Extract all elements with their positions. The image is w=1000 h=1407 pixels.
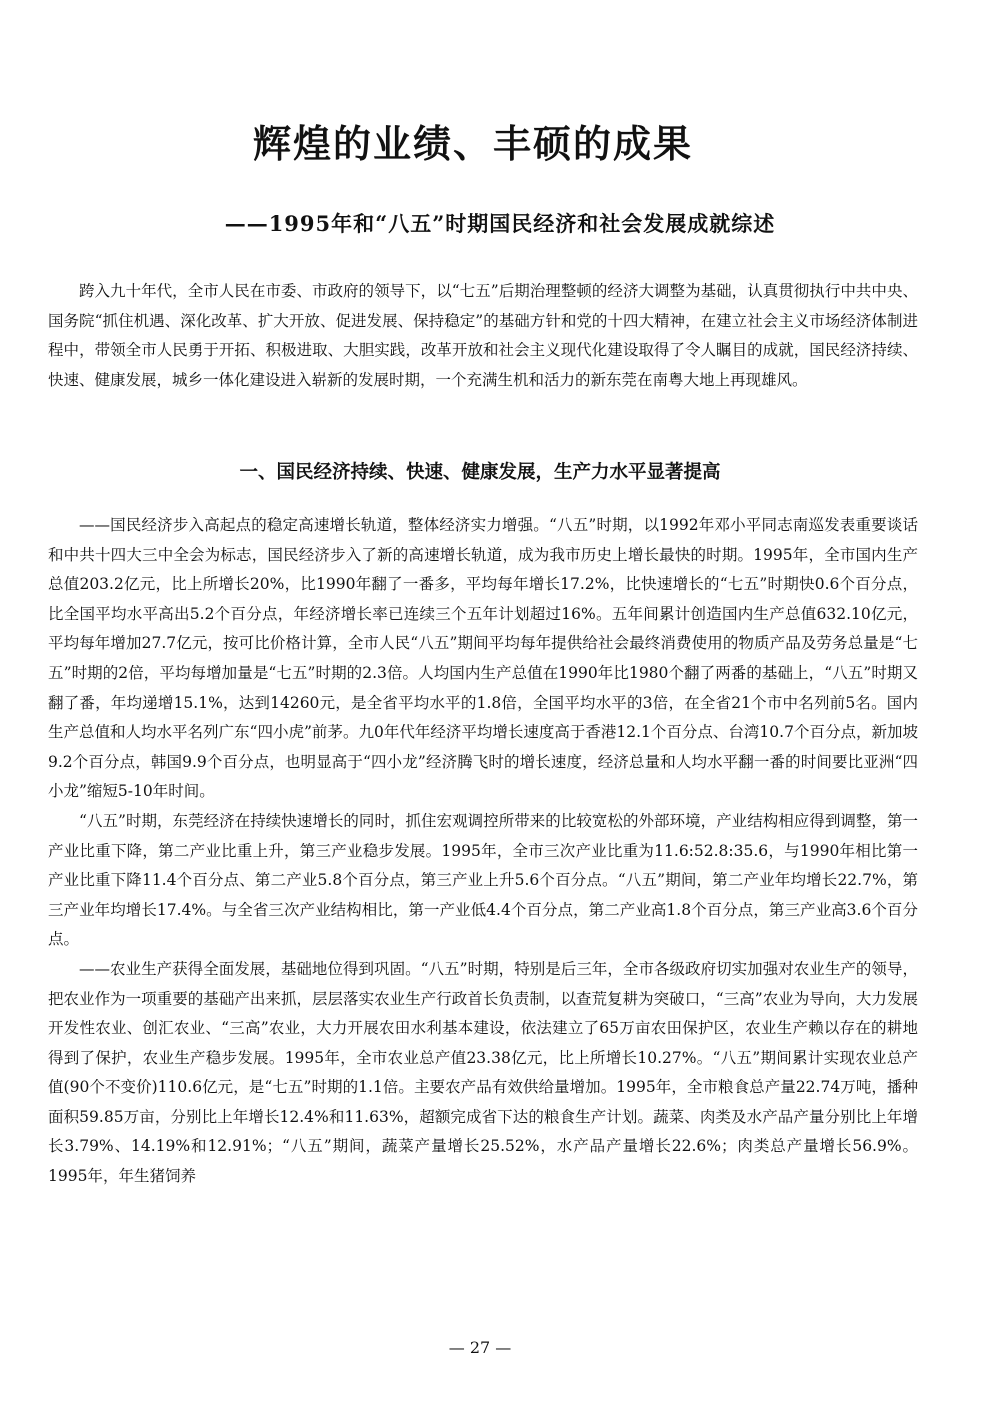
page-subtitle: ——1995年和“八五”时期国民经济和社会发展成就综述 [224,211,776,236]
page-title: 辉煌的业绩、丰硕的成果 [252,122,693,166]
body-paragraph: ——国民经济步入高起点的稳定高速增长轨道，整体经济实力增强。“八五”时期，以1992年邓小平同志南巡发表重要谈话和中共十四大三中全会为标志，国民经济步入了新的高速增长轨道，成为我市历史上增长最快的时期。1995年，全市国内生产总值203.2亿元，比上所增长20%，比1990年翻了一番多，平均每年增长17.2%，比快速增长的“七五”时期快0.6个百分点，比全国平均水平高出5.2个百分点，年经济增长率已连续三个五年计划超过16%。五年间累计创造国内生产总值632.10亿元，平均每年增加27.7亿元，按可比价格计算，全市人民“八五”期间平均每年提供给社会最终消费使用的物质产品及劳务总量是“七五”时期的2倍，平均每增加量是“七五”时期的2.3倍。人均国内生产总值在1990年比1980个翻了两番的基础上，“八五”时期又翻了番，年均递增15.1%，达到14260元，是全省平均水平的1.8倍，全国平均水平的3倍，在全省21个市中名列前5名。国内生产总值和人均水平名列广东“四小虎”前茅。九0年代年经济平均增长速度高于香港12.1个百分点、台湾10.7个百分点，新加坡9.2个百分点，韩国9.9个百分点，也明显高于“四小龙”经济腾飞时的增长速度，经济总量和人均水平翻一番的时间要比亚洲“四小龙”缩短5-10年时间。 [48,516,918,801]
body-paragraph: “八五”时期，东莞经济在持续快速增长的同时，抓住宏观调控所带来的比较宽松的外部环境，产业结构相应得到调整，第一产业比重下降，第二产业比重上升，第三产业稳步发展。1995年，全市三次产业比重为11.6:52.8:35.6，与1990年相比第一产业比重下降11.4个百分点、第二产业5.8个百分点，第三产业上升5.6个百分点。“八五”期间，第二产业年均增长22.7%，第三产业年均增长17.4%。与全省三次产业结构相比，第一产业低4.4个百分点，第二产业高1.8个百分点，第三产业高3.6个百分点。 [48,811,918,949]
page-number: — 27 — [448,1338,512,1357]
body-text [48,511,918,1192]
body-paragraph: ——农业生产获得全面发展，基础地位得到巩固。“八五”时期，特别是后三年，全市各级政府切实加强对农业生产的领导，把农业作为一项重要的基础产出来抓，层层落实农业生产行政首长负责制，以查荒复耕为突破口，“三高”农业为导向，大力发展开发性农业、创汇农业、“三高”农业，大力开展农田水利基本建设，依法建立了65万亩农田保护区，农业生产赖以存在的耕地得到了保护，农业生产稳步发展。1995年，全市农业总产值23.38亿元，比上所增长10.27%。“八五”期间累计实现农业总产值(90个不变价)110.6亿元，是“七五”时期的1.1倍。主要农产品有效供给量增加。1995年，全市粮食总产量22.74万吨，播种面积59.85万亩，分别比上年增长12.4%和11.63%，超额完成省下达的粮食生产计划。蔬菜、肉类及水产品产量分别比上年增长3.79%、14.19%和12.91%；“八五”期间，蔬菜产量增长25.52%，水产品产量增长22.6%；肉类总产量增长56.9%。1995年，年生猪饲养 [48,959,918,1186]
intro-paragraph: 跨入九十年代，全市人民在市委、市政府的领导下，以“七五”后期治理整顿的经济大调整为基础，认真贯彻执行中共中央、国务院“抓住机遇、深化改革、扩大开放、促进发展、保持稳定”的基础方针和党的十四大精神，在建立社会主义市场经济体制进程中，带领全市人民勇于开拓、积极进取、大胆实践，改革开放和社会主义现代化建设取得了令人瞩目的成就，国民经济持续、快速、健康发展，城乡一体化建设进入崭新的发展时期，一个充满生机和活力的新东莞在南粤大地上再现雄风。 [48,282,918,389]
section-heading: 一、国民经济持续、快速、健康发展，生产力水平显著提高 [239,462,721,483]
